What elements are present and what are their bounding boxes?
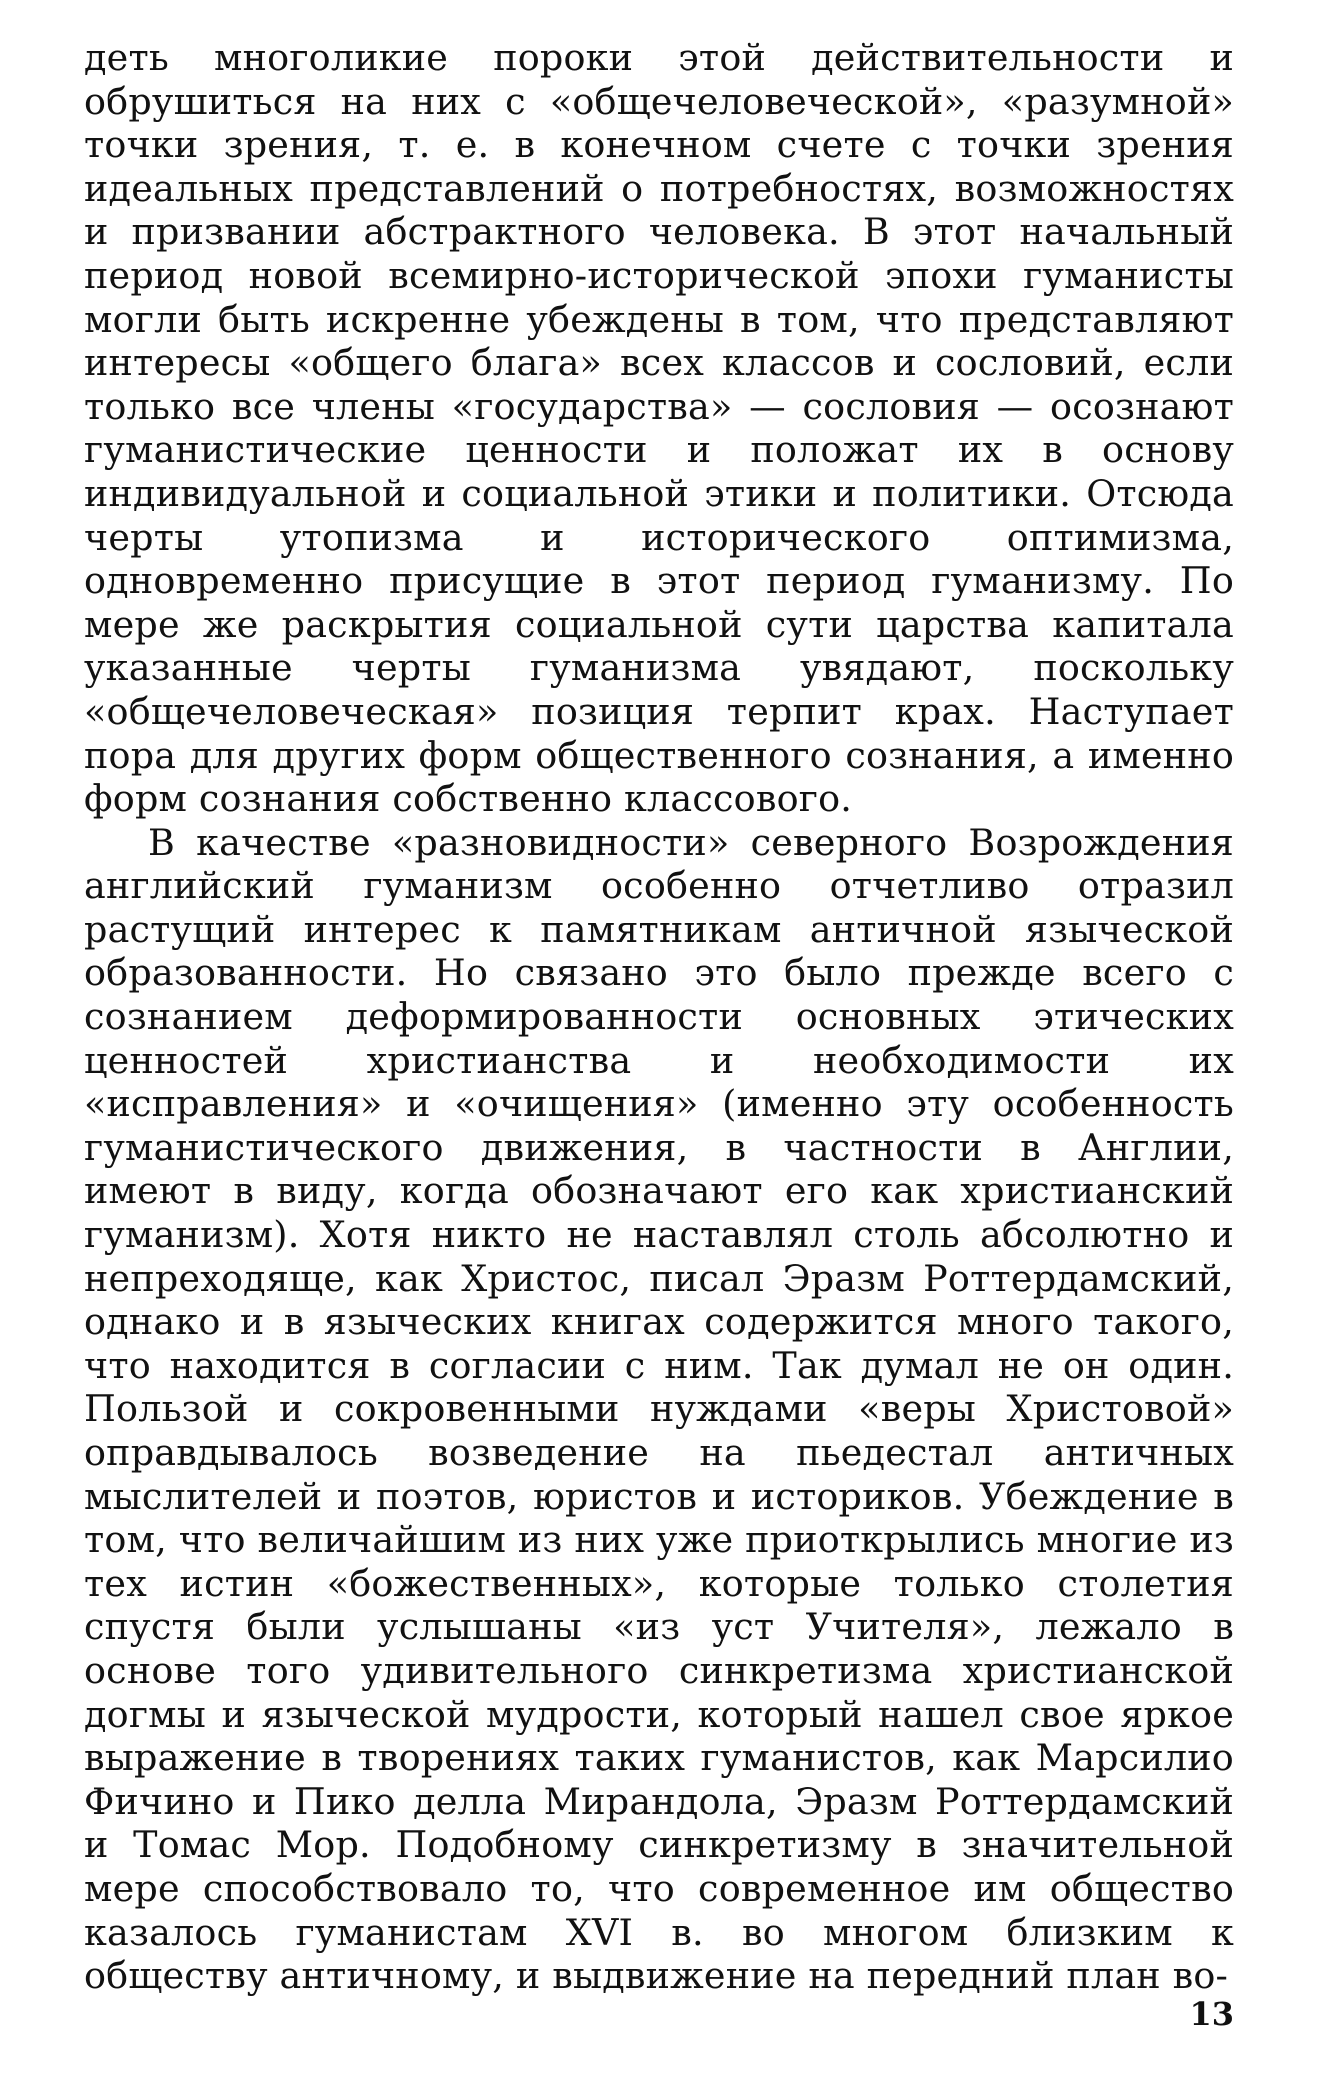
paragraph-english-humanism: В качестве «разновидности» северного Возрождения английский гуманизм особенно отчетливо отразил растущий интерес к памятникам античной языческой образованности. Но связано это было прежде всего с сознанием деформированности основных этических ценностей христианства и необходимости их «исправления» и «очищения» (именно эту особенность гуманистического движения, в частности в Англии, имеют в виду, когда обозначают его как христианский гуманизм). Хотя никто не наставлял столь абсолютно и непреходяще, как Христос, писал Эразм Роттердамский, однако и в языческих книгах содержится много такого, что находится в согласии с ним. Так думал не он один. Пользой и сокровенными нуждами «веры Христовой» оправдывалось возведение на пьедестал античных мыслителей и поэтов, юристов и историков. Убеждение в том, что величайшим из них уже приоткрылись многие из тех истин «божественных», которые только столетия спустя были услышаны «из уст Учителя», лежало в основе того удивительного синкретизма христианской догмы и языческой мудрости, который нашел свое яркое выражение в творениях таких гуманистов, как Марсилио Фичино и Пико делла Мирандола, Эразм Роттердамский и Томас Мор. Подобному синкретизму в значительной мере способствовало то, что современное им общество казалось гуманистам XVI в. во многом близким к обществу античному, и выдвижение на передний план во- xyxy=(84,820,1234,1998)
paragraph-continuation: деть многоликие пороки этой действительности и обрушиться на них с «общечеловеческой», «разумной» точки зрения, т. е. в конечном счете с точки зрения идеальных представлений о потребностях, возможностях и призвании абстрактного человека. В этот начальный период новой всемирно-исторической эпохи гуманисты могли быть искренне убеждены в том, что представляют интересы «общего блага» всех классов и сословий, если только все члены «государства» — сословия — осознают гуманистические ценности и положат их в основу индивидуальной и социальной этики и политики. Отсюда черты утопизма и исторического оптимизма, одновременно присущие в этот период гуманизму. По мере же раскрытия социальной сути царства капитала указанные черты гуманизма увядают, поскольку «общечеловеческая» позиция терпит крах. Наступает пора для других форм общественного сознания, а именно форм сознания собственно классового. xyxy=(84,36,1234,821)
page-number: 13 xyxy=(1189,1995,1234,2033)
page-text-block xyxy=(84,36,1234,1998)
